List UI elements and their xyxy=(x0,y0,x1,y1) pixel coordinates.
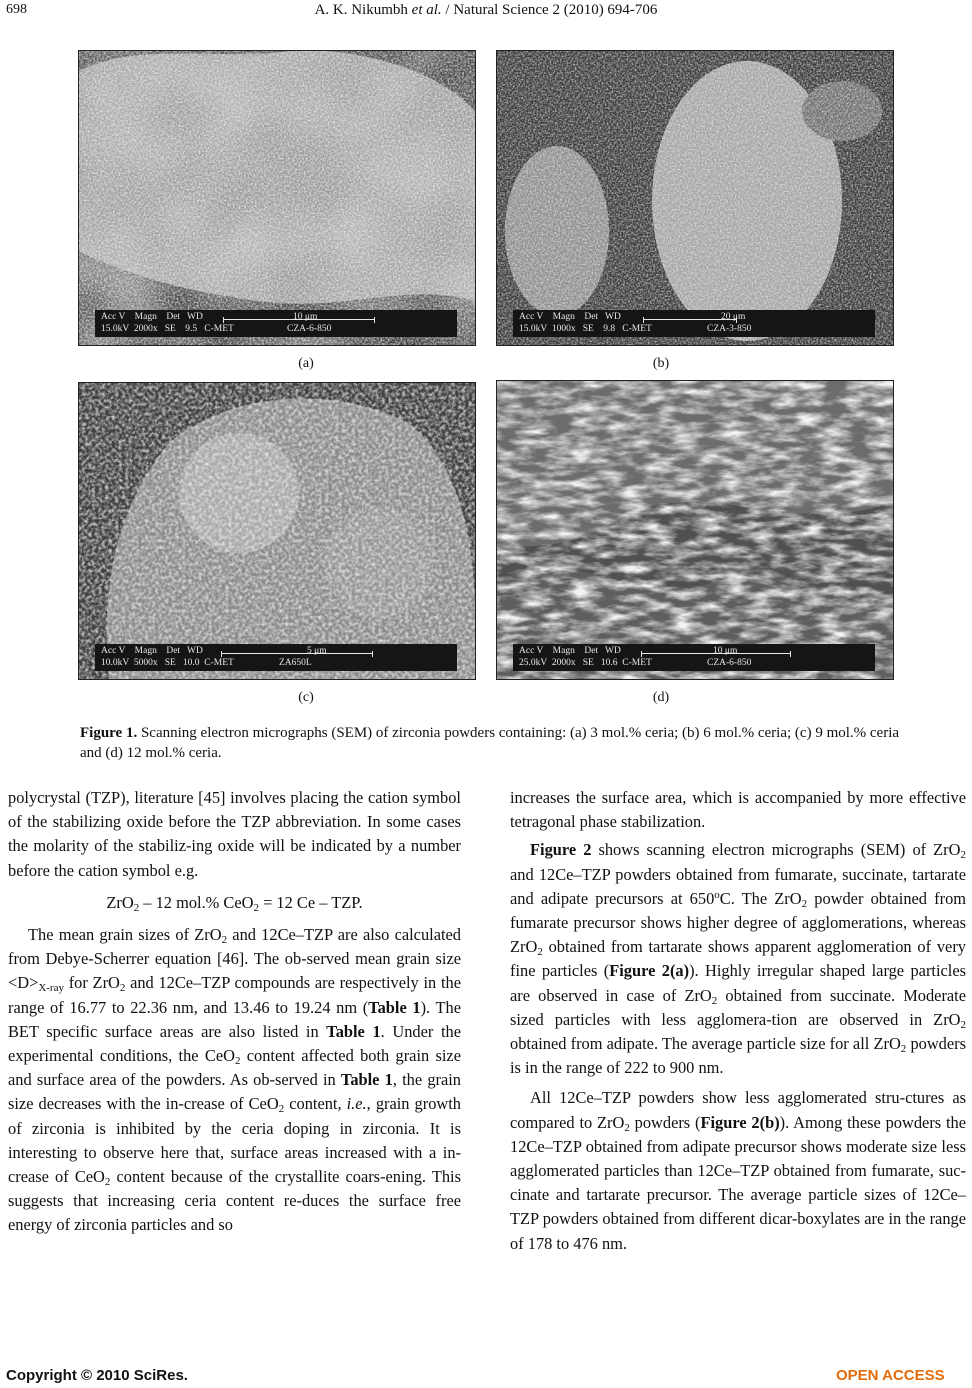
sem-databar-d xyxy=(513,644,875,671)
paragraph-surface-area: increases the surface area, which is accompanied by more effective tetragonal phase stabilization. xyxy=(510,788,966,832)
figure-caption xyxy=(80,723,900,763)
panel-label-c: (c) xyxy=(298,690,314,705)
footer-copyright: Copyright © 2010 SciRes. xyxy=(6,1367,188,1384)
right-column xyxy=(510,786,966,1256)
sem-micrograph-a xyxy=(78,50,476,346)
left-column xyxy=(8,786,461,1238)
sem-image-b xyxy=(497,51,893,345)
scale-label-b: 20 μm xyxy=(721,312,746,322)
paragraph-figure2: Figure 2 shows scanning electron micrographs (SEM) of ZrO$_2$ and 12Ce–TZP powders obtained from fumarate, succinate, tartarate and adipate precursors at 650$^o$C. The ZrO$_2$ powder obtained from fumarate precursor shows higher degree of agglomerations, whereas ZrO$_2$ obtained from tartarate shows apparent agglomeration of very fine particles (Figure 2(a)). Highly irregular shaped large particles are observed in case of ZrO$_2$ obtained from succinate. Moderate sized particles with less agglomera-tion are observed in ZrO$_2$ obtained from adipate. The average particle size for all ZrO$_2$ powders is in the range of 222 to 900 nm. xyxy=(510,840,967,1078)
sem-image-a xyxy=(79,51,475,345)
panel-label-b: (b) xyxy=(652,356,670,371)
sem-image-d xyxy=(497,381,893,679)
paragraph-grain-size: The mean grain sizes of ZrO$_2$ and 12Ce–TZP are also calculated from Debye-Scherrer equation [46]. The ob-served mean grain size $<D>_{X-ray}$ for ZrO$_2$ and 12Ce–TZP compounds are respectively in the range of 16.77 to 22.36 nm, and 13.46 to 19.24 nm (Table 1). The BET specific surface areas are also listed in Table 1. Under the experimental conditions, the CeO$_2$ content affected both grain size and surface area of the powders. As ob-served in Table 1, the grain size decreases with the in-crease of CeO$_2$ content, i.e., grain growth of zirconia is inhibited by the ceria doping in zirconia. It is interesting to observe here that, surface areas increased with a in-crease of CeO$_2$ content because of the crystallite coars-ening. This suggests that increasing ceria content re-duces the surface free energy of zirconia particles and so xyxy=(8,925,462,1235)
sem-databar-a xyxy=(95,310,457,337)
sample-id-c: ZA650L xyxy=(279,658,312,668)
databar-header-a: Acc V Magn Det WD xyxy=(101,312,203,322)
sem-micrograph-c xyxy=(78,382,476,680)
sem-micrograph-d xyxy=(496,380,894,680)
databar-header-d: Acc V Magn Det WD xyxy=(519,646,621,656)
databar-header-b: Acc V Magn Det WD xyxy=(519,312,621,322)
sample-id-d: CZA-6-850 xyxy=(707,658,752,668)
databar-values-c: 10.0kV 5000x SE 10.0 C-MET xyxy=(101,658,234,668)
caption-label: Figure 1. xyxy=(80,725,138,741)
sem-image-c xyxy=(79,383,475,679)
scale-label-a: 10 μm xyxy=(293,312,318,322)
scale-label-c: 5 μm xyxy=(307,646,327,656)
databar-values-a: 15.0kV 2000x SE 9.5 C-MET xyxy=(101,324,234,334)
databar-values-d: 25.0kV 2000x SE 10.6 C-MET xyxy=(519,658,652,668)
databar-values-b: 15.0kV 1000x SE 9.8 C-MET xyxy=(519,324,652,334)
scale-label-d: 10 μm xyxy=(713,646,738,656)
sem-databar-c xyxy=(95,644,457,671)
panel-label-d: (d) xyxy=(652,690,670,705)
equation-12ce-tzp: ZrO$_2$ – 12 mol.% CeO$_2$ = 12 Ce – TZP. xyxy=(106,892,363,914)
paragraph-tzp: polycrystal (TZP), literature [45] involves placing the cation symbol of the stabilizing oxide before the TZP abbreviation. In some cases the molarity of the stabiliz-ing oxide will be indicated by a number before the cation symbol e.g. xyxy=(8,788,461,880)
running-head: A. K. Nikumbh et al. / Natural Science 2 (2010) 694-706 xyxy=(314,2,658,18)
sem-databar-b xyxy=(513,310,875,337)
databar-header-c: Acc V Magn Det WD xyxy=(101,646,203,656)
sample-id-b: CZA-3-850 xyxy=(707,324,752,334)
paragraph-12ce-tzp: All 12Ce–TZP powders show less agglomerated stru-ctures as compared to ZrO$_2$ powders (Figure 2(b)). Among these powders the 12Ce–TZP obtained from adipate precursor shows moderate size less agglomerated particles than 12Ce–TZP obtained from fumarate, suc-cinate and tartarate precursor. The average particle sizes of 12Ce–TZP powders obtained from different dicar-boxylates are in the range of 178 to 476 nm. xyxy=(510,1088,966,1253)
panel-label-a: (a) xyxy=(298,356,314,371)
page-number: 698 xyxy=(6,2,27,17)
caption-text: Scanning electron micrographs (SEM) of zirconia powders containing: (a) 3 mol.% ceria; (b) 6 mol.% ceria; (c) 9 mol.% ceria and (d) 12 mol.% ceria. xyxy=(80,725,900,761)
footer-open-access: OPEN ACCESS xyxy=(836,1367,945,1384)
sample-id-a: CZA-6-850 xyxy=(287,324,332,334)
sem-micrograph-b xyxy=(496,50,894,346)
